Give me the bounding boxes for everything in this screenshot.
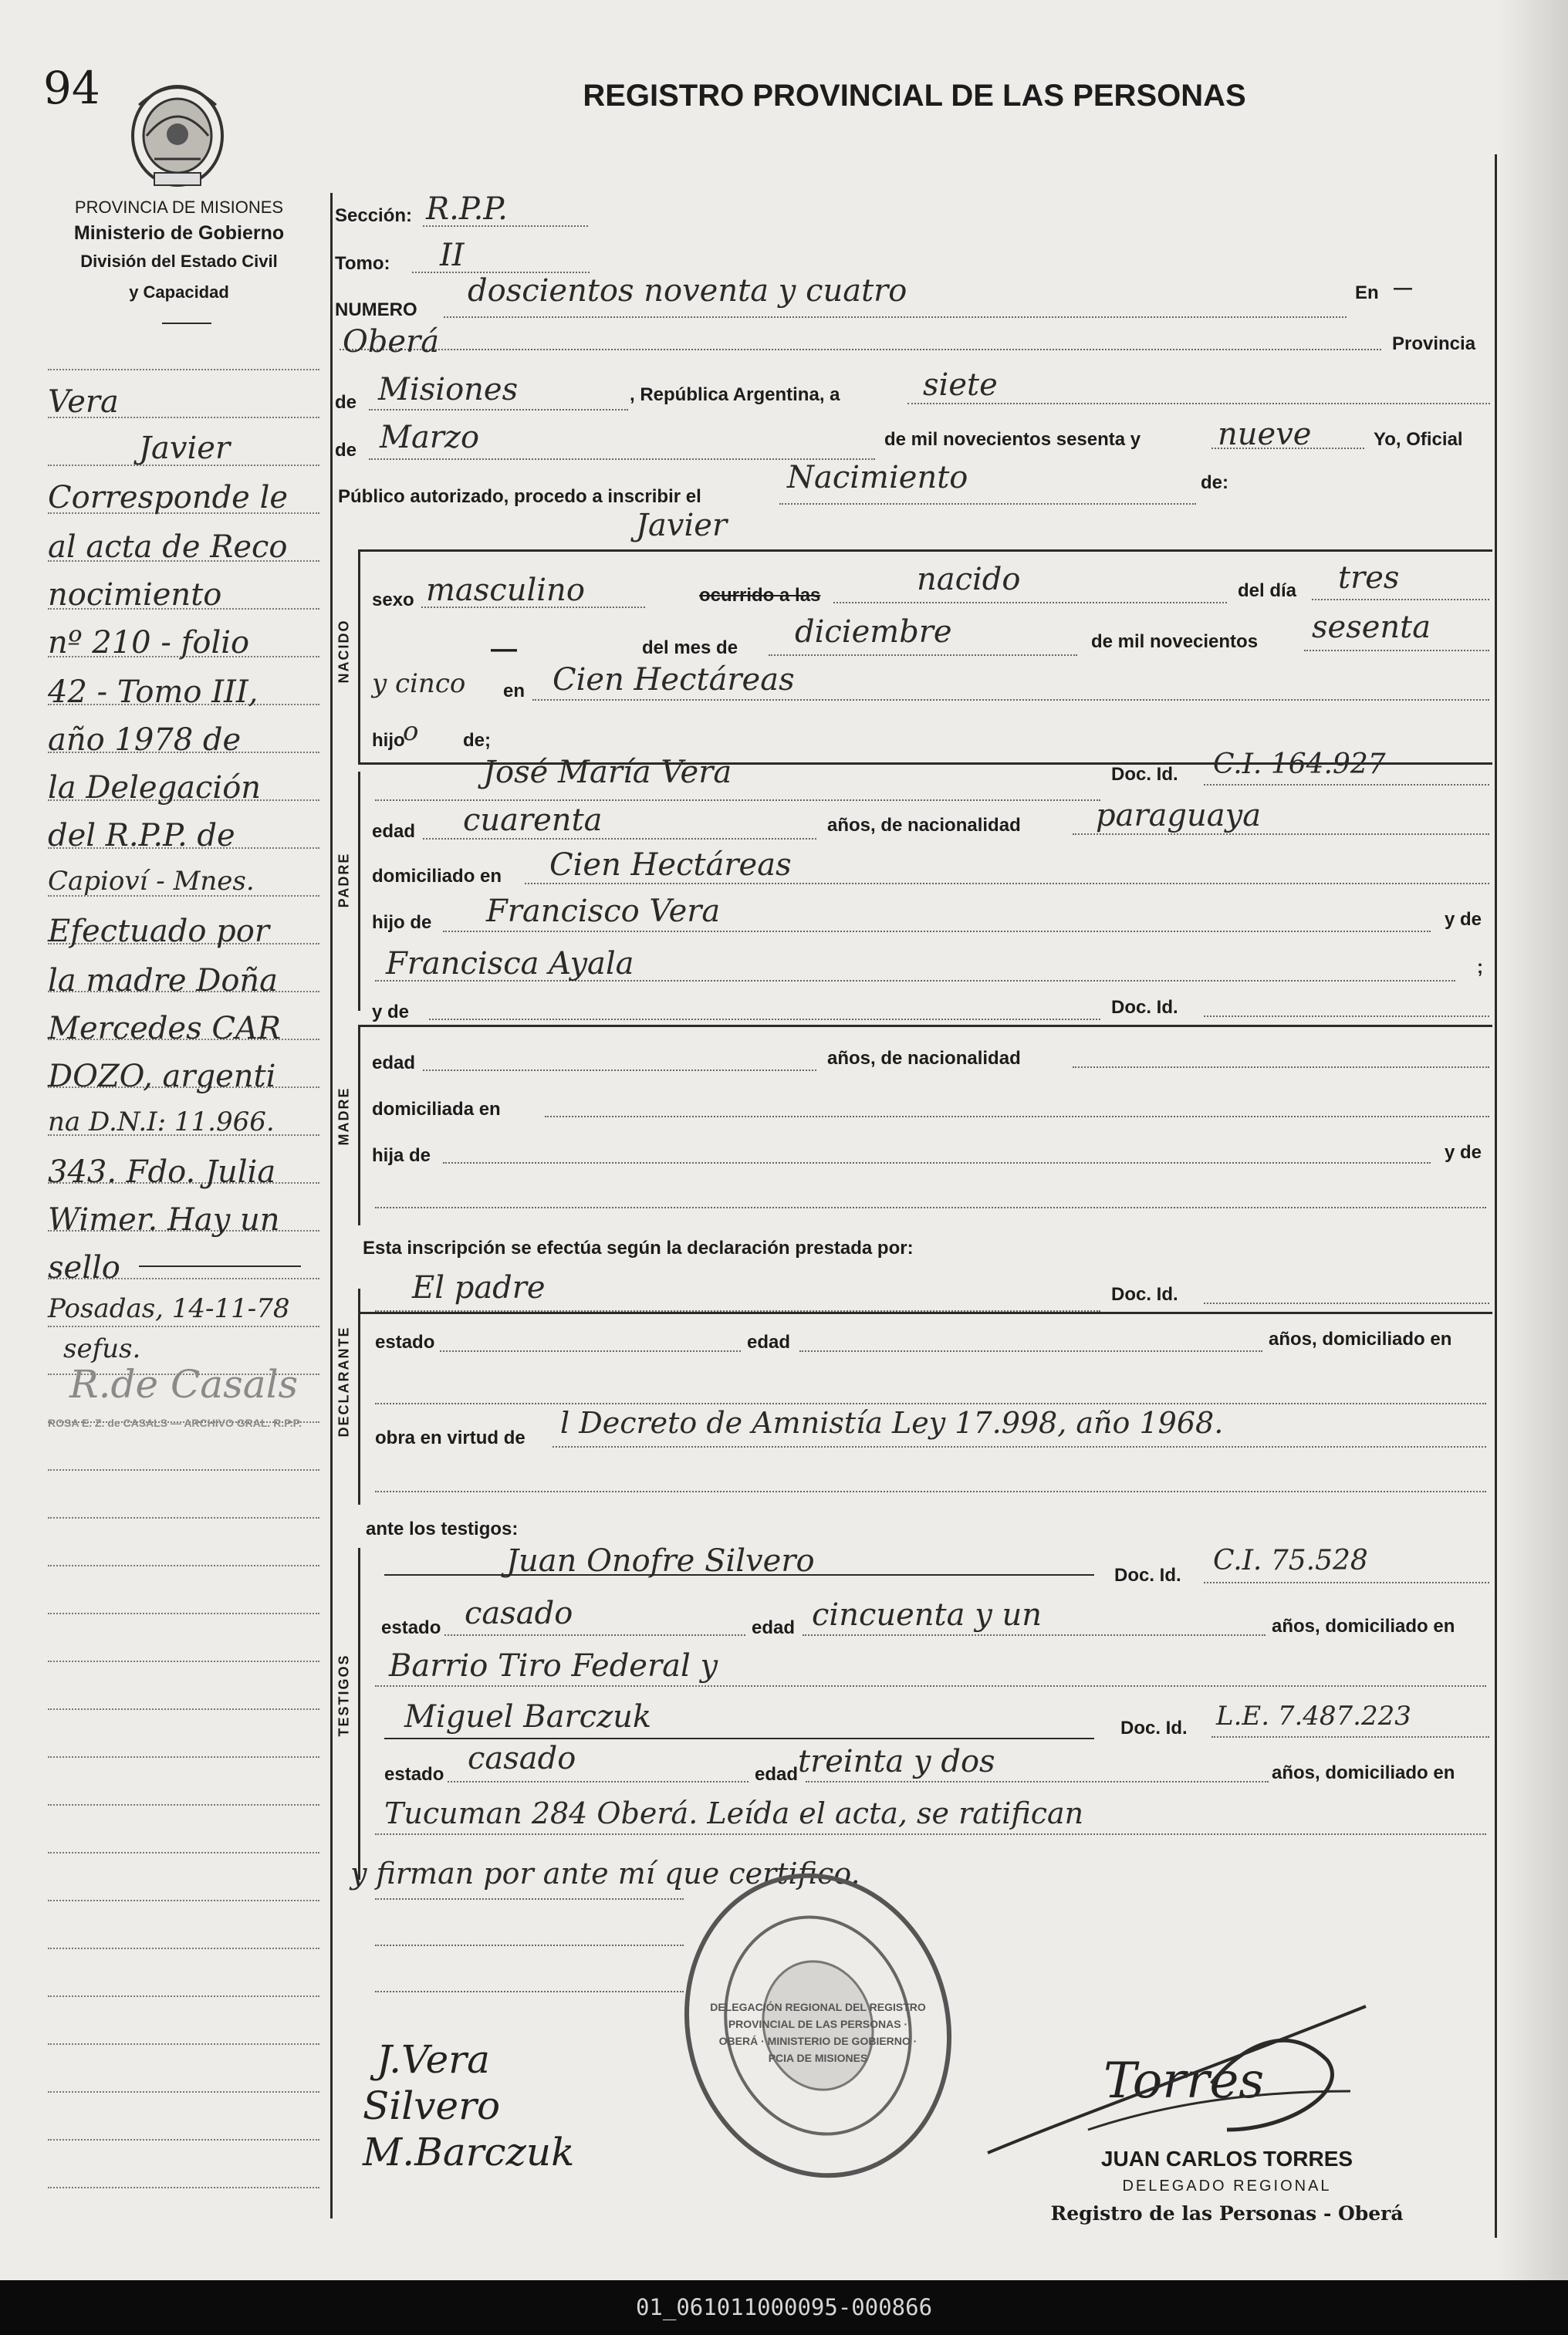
field-line bbox=[806, 1781, 1269, 1783]
value-acto: Nacimiento bbox=[787, 460, 968, 495]
official-signature-flourish bbox=[965, 1975, 1397, 2176]
label-del-dia: del día bbox=[1238, 580, 1297, 601]
label-hija-de: hija de bbox=[372, 1145, 431, 1166]
label-obra: obra en virtud de bbox=[375, 1428, 525, 1448]
label-republica: , República Argentina, a bbox=[630, 384, 840, 405]
field-line bbox=[1304, 650, 1489, 651]
issuer-line-2: Ministerio de Gobierno bbox=[73, 222, 285, 244]
field-line bbox=[799, 1350, 1262, 1352]
official-name: JUAN CARLOS TORRES bbox=[1100, 2147, 1353, 2171]
field-line bbox=[1204, 784, 1489, 786]
field-line bbox=[1312, 599, 1489, 600]
label-doc-id: Doc. Id. bbox=[1111, 764, 1178, 785]
value-en: — bbox=[1394, 278, 1412, 299]
stamp-text: DELEGACIÓN REGIONAL DEL REGISTRO PROVINCIAL DE LAS PERSONAS · OBERÁ · MINISTERIO DE GOBIERNO · PCIA DE MISIONES bbox=[710, 2001, 926, 2064]
field-line bbox=[525, 883, 1489, 884]
field-line bbox=[833, 602, 1227, 603]
margin-ruled-line bbox=[48, 1756, 319, 1758]
label-tomo: Tomo: bbox=[335, 253, 390, 274]
margin-ruled-line bbox=[48, 1708, 319, 1710]
value-seccion: R.P.P. bbox=[426, 191, 508, 227]
label-anios-dom: años, domiciliado en bbox=[1272, 1616, 1455, 1637]
margin-note-line: Wimer. Hay un bbox=[48, 1202, 280, 1238]
label-esta-inscripcion: Esta inscripción se efectúa según la declaración prestada por: bbox=[363, 1238, 914, 1259]
field-line bbox=[553, 1446, 1486, 1448]
label-domiciliado-en: domiciliado en bbox=[372, 866, 502, 887]
value-sexo: masculino bbox=[426, 573, 585, 608]
section-rule bbox=[358, 1312, 1492, 1314]
label-anios-dom: años, domiciliado en bbox=[1272, 1762, 1455, 1783]
field-line bbox=[375, 1991, 684, 1992]
value-provincia-de: Misiones bbox=[378, 372, 519, 407]
field-line bbox=[440, 1350, 741, 1352]
field-line bbox=[423, 838, 816, 840]
label-en-small: en bbox=[503, 681, 525, 701]
field-line bbox=[375, 1403, 1486, 1404]
value-hijo-suffix: o bbox=[403, 716, 419, 747]
value-t1-edad: cincuenta y un bbox=[812, 1597, 1043, 1633]
field-line bbox=[340, 349, 1381, 350]
field-line bbox=[907, 403, 1490, 404]
page-number: 94 bbox=[43, 62, 100, 114]
label-sexo: sexo bbox=[372, 590, 414, 610]
label-estado: estado bbox=[384, 1764, 444, 1785]
margin-ruled-line bbox=[48, 369, 319, 370]
margin-note-line: sefus. bbox=[63, 1333, 141, 1364]
field-line bbox=[375, 1898, 684, 1900]
label-y-de-2: y de bbox=[372, 1002, 410, 1022]
label-anios-nac: años, de nacionalidad bbox=[827, 1048, 1021, 1069]
margin-note-line: Javier bbox=[139, 431, 231, 466]
label-de: de bbox=[335, 392, 357, 413]
field-line bbox=[423, 1070, 816, 1071]
margin-note-line: Efectuado por bbox=[48, 914, 269, 949]
label-provincia: Provincia bbox=[1392, 333, 1476, 354]
field-line bbox=[375, 1207, 1486, 1208]
value-t2-dom: Tucuman 284 Oberá. Leída el acta, se ratifican bbox=[384, 1796, 1084, 1830]
label-edad: edad bbox=[747, 1332, 791, 1353]
field-line bbox=[1204, 1303, 1489, 1304]
section-rule bbox=[358, 1025, 1492, 1027]
label-yo-oficial: Yo, Oficial bbox=[1374, 429, 1463, 450]
field-line bbox=[443, 1162, 1431, 1164]
official-round-stamp bbox=[679, 1867, 957, 2184]
value-numero: doscientos noventa y cuatro bbox=[468, 273, 907, 309]
value-abuelo: Francisco Vera bbox=[486, 894, 721, 929]
label-edad: edad bbox=[755, 1764, 799, 1785]
label-de-colon: de: bbox=[1201, 472, 1228, 493]
label-doc-id: Doc. Id. bbox=[1120, 1718, 1188, 1739]
margin-note-line: DOZO, argenti bbox=[48, 1059, 276, 1094]
label-del-mes: del mes de bbox=[642, 637, 738, 658]
margin-note-line: año 1978 de bbox=[48, 722, 242, 758]
label-edad: edad bbox=[372, 821, 416, 842]
value-declarante: El padre bbox=[412, 1270, 546, 1306]
margin-note-line: Mercedes CAR bbox=[48, 1011, 281, 1046]
margin-note-line: 343. Fdo. Julia bbox=[48, 1154, 276, 1190]
value-obra: l Decreto de Amnistía Ley 17.998, año 1968. bbox=[560, 1406, 1224, 1440]
margin-ruled-line bbox=[48, 1948, 319, 1949]
margin-note-line: Capioví - Mnes. bbox=[48, 866, 255, 897]
signature-1: J.Vera bbox=[377, 2037, 490, 2082]
value-dia-acta: siete bbox=[923, 367, 998, 403]
label-y-de: y de bbox=[1445, 1142, 1482, 1163]
margin-ruled-line bbox=[48, 1852, 319, 1853]
label-semicolon: ; bbox=[1477, 957, 1483, 978]
value-tomo: II bbox=[440, 238, 465, 273]
margin-divider bbox=[330, 193, 333, 2218]
value-anio-nac: sesenta bbox=[1312, 610, 1431, 645]
field-line bbox=[375, 1945, 684, 1946]
value-anio-nac-2: y cinco bbox=[372, 668, 466, 699]
field-line bbox=[375, 1491, 1486, 1492]
label-publico: Público autorizado, procedo a inscribir el bbox=[338, 486, 701, 507]
label-anios-dom: años, domiciliado en bbox=[1269, 1329, 1452, 1350]
margin-signature: R.de Casals bbox=[69, 1362, 299, 1407]
label-estado: estado bbox=[375, 1332, 435, 1353]
value-t2-estado: casado bbox=[468, 1741, 576, 1776]
field-line bbox=[532, 699, 1489, 701]
field-line bbox=[1073, 833, 1489, 835]
margin-ruled-line bbox=[48, 2139, 319, 2141]
field-line bbox=[1204, 1582, 1489, 1583]
section-rule bbox=[384, 1738, 1094, 1739]
value-mes-acta: Marzo bbox=[380, 420, 480, 455]
label-de-mil-nov: de mil novecientos bbox=[1091, 631, 1259, 652]
label-estado: estado bbox=[381, 1617, 441, 1638]
value-mes-nac: diciembre bbox=[795, 614, 952, 650]
section-bracket bbox=[358, 772, 360, 1011]
margin-note-line: del R.P.P. de bbox=[48, 818, 235, 853]
official-office: Registro de las Personas - Oberá bbox=[1050, 2202, 1404, 2225]
side-label-madre: MADRE bbox=[336, 1086, 352, 1146]
margin-note-line: la Delegación bbox=[48, 770, 262, 806]
section-rule bbox=[358, 549, 1492, 552]
issuer-underline bbox=[162, 323, 211, 324]
label-domiciliada-en: domiciliada en bbox=[372, 1099, 501, 1120]
label-edad: edad bbox=[752, 1617, 796, 1638]
value-ocurrido: nacido bbox=[917, 562, 1021, 597]
value-dia-nac: tres bbox=[1338, 560, 1400, 596]
value-padre-nombre: José María Vera bbox=[483, 755, 732, 790]
field-line bbox=[545, 1116, 1489, 1117]
margin-ruled-line bbox=[48, 1326, 319, 1327]
field-line bbox=[803, 1634, 1266, 1636]
form-right-border bbox=[1495, 154, 1497, 2238]
field-line bbox=[448, 1781, 749, 1783]
field-line bbox=[375, 1685, 1486, 1687]
field-line bbox=[779, 503, 1196, 505]
margin-ruled-line bbox=[48, 2187, 319, 2188]
label-hijo-de: hijo de bbox=[372, 912, 432, 933]
value-padre-doc: C.I. 164.927 bbox=[1213, 748, 1386, 780]
label-y-de: y de bbox=[1445, 909, 1482, 930]
margin-note-line: la madre Doña bbox=[48, 963, 279, 999]
value-anio-acta: nueve bbox=[1218, 417, 1312, 452]
official-role: DELEGADO REGIONAL bbox=[1122, 2178, 1332, 2195]
field-line bbox=[444, 316, 1347, 318]
margin-ruled-line bbox=[48, 2043, 319, 2045]
coat-of-arms-seal bbox=[123, 74, 231, 190]
margin-ruled-line bbox=[48, 1565, 319, 1566]
margin-note-line: na D.N.I: 11.966. bbox=[48, 1107, 275, 1137]
field-line bbox=[1073, 1066, 1489, 1068]
margin-ruled-line bbox=[48, 1900, 319, 1901]
side-label-testigos: TESTIGOS bbox=[336, 1654, 352, 1737]
margin-note-line: nº 210 - folio bbox=[48, 625, 250, 661]
field-line bbox=[769, 654, 1077, 656]
margin-note-line: Corresponde le bbox=[48, 480, 289, 515]
official-signature: Torres bbox=[1103, 2053, 1265, 2110]
margin-note-line: Vera bbox=[48, 384, 119, 420]
margin-ruled-line bbox=[48, 1804, 319, 1806]
signature-3: M.Barczuk bbox=[363, 2130, 575, 2174]
value-t2-doc: L.E. 7.487.223 bbox=[1216, 1701, 1411, 1732]
margin-ruled-line bbox=[48, 2091, 319, 2093]
label-de: de bbox=[335, 440, 357, 461]
margin-ruled-line bbox=[48, 1613, 319, 1614]
value-padre-nac: paraguaya bbox=[1096, 798, 1262, 833]
margin-note-line: sello bbox=[48, 1250, 120, 1286]
value-padre-edad: cuarenta bbox=[463, 803, 603, 838]
signature-2: Silvero bbox=[363, 2083, 501, 2128]
margin-note-line: 42 - Tomo III, bbox=[48, 674, 259, 710]
label-ante-testigos: ante los testigos: bbox=[366, 1519, 519, 1539]
label-doc-id: Doc. Id. bbox=[1111, 997, 1178, 1018]
issuer-line-1: PROVINCIA DE MISIONES bbox=[74, 198, 284, 217]
margin-ruled-line bbox=[48, 1661, 319, 1662]
label-edad: edad bbox=[372, 1053, 416, 1073]
side-label-declarante: DECLARANTE bbox=[336, 1326, 352, 1438]
section-bracket bbox=[358, 1289, 360, 1505]
value-abuela: Francisca Ayala bbox=[386, 946, 634, 982]
margin-note-line: nocimiento bbox=[48, 577, 222, 613]
value-t2-edad: treinta y dos bbox=[798, 1744, 995, 1779]
label-de-mil: de mil novecientos sesenta y bbox=[884, 429, 1141, 450]
field-line bbox=[1211, 1736, 1489, 1738]
footer-bar bbox=[0, 2280, 1568, 2335]
section-bracket bbox=[358, 1548, 360, 1880]
value-cierre: y firman por ante mí que certifico. bbox=[350, 1857, 860, 1891]
label-hijo: hijo bbox=[372, 730, 405, 751]
value-ciudad: Oberá bbox=[343, 324, 440, 360]
issuer-line-4: y Capacidad bbox=[129, 282, 229, 302]
value-t1-nombre: Juan Onofre Silvero bbox=[506, 1543, 815, 1579]
section-bracket bbox=[358, 549, 360, 762]
label-ocurrido: ocurrido a las bbox=[699, 585, 821, 606]
side-label-nacido: NACIDO bbox=[336, 619, 352, 684]
label-seccion: Sección: bbox=[335, 205, 413, 226]
label-anios-nac: años, de nacionalidad bbox=[827, 815, 1021, 836]
field-line bbox=[369, 409, 628, 411]
value-padre-dom: Cien Hectáreas bbox=[549, 847, 792, 883]
value-t1-dom: Barrio Tiro Federal y bbox=[389, 1648, 718, 1684]
footer-code: 01_061011000095-000866 bbox=[635, 2294, 933, 2320]
value-nombre: Javier bbox=[636, 508, 728, 543]
field-line bbox=[429, 1019, 1100, 1020]
value-t2-nombre: Miguel Barczuk bbox=[404, 1699, 652, 1735]
margin-ruled-line bbox=[48, 1517, 319, 1519]
margin-ruled-line bbox=[48, 1995, 319, 1997]
margin-stamp: ROSA E. Z. de CASALS — ARCHIVO GRAL. R.P.P. bbox=[48, 1417, 302, 1429]
label-en: En bbox=[1355, 282, 1379, 303]
label-doc-id: Doc. Id. bbox=[1114, 1565, 1181, 1586]
value-guion: — bbox=[491, 634, 517, 664]
margin-ruled-line bbox=[48, 1469, 319, 1471]
side-label-padre: PADRE bbox=[336, 852, 352, 908]
margin-note-line: al acta de Reco bbox=[48, 529, 288, 565]
value-t1-estado: casado bbox=[465, 1596, 573, 1631]
label-doc-id: Doc. Id. bbox=[1111, 1284, 1178, 1305]
field-line bbox=[443, 931, 1431, 932]
issuer-line-3: División del Estado Civil bbox=[80, 252, 278, 271]
field-line bbox=[444, 1634, 745, 1636]
value-lugar-nac: Cien Hectáreas bbox=[553, 662, 795, 698]
field-line bbox=[1204, 1015, 1489, 1017]
field-line bbox=[375, 799, 1100, 801]
margin-note-rule bbox=[139, 1265, 301, 1267]
label-numero: NUMERO bbox=[335, 299, 417, 320]
document-title: REGISTRO PROVINCIAL DE LAS PERSONAS bbox=[583, 79, 1246, 113]
margin-note-line: Posadas, 14-11-78 bbox=[48, 1293, 290, 1324]
field-line bbox=[375, 1833, 1486, 1835]
value-t1-doc: C.I. 75.528 bbox=[1213, 1545, 1368, 1576]
label-de-2: de; bbox=[463, 730, 491, 751]
section-bracket bbox=[358, 1025, 360, 1225]
